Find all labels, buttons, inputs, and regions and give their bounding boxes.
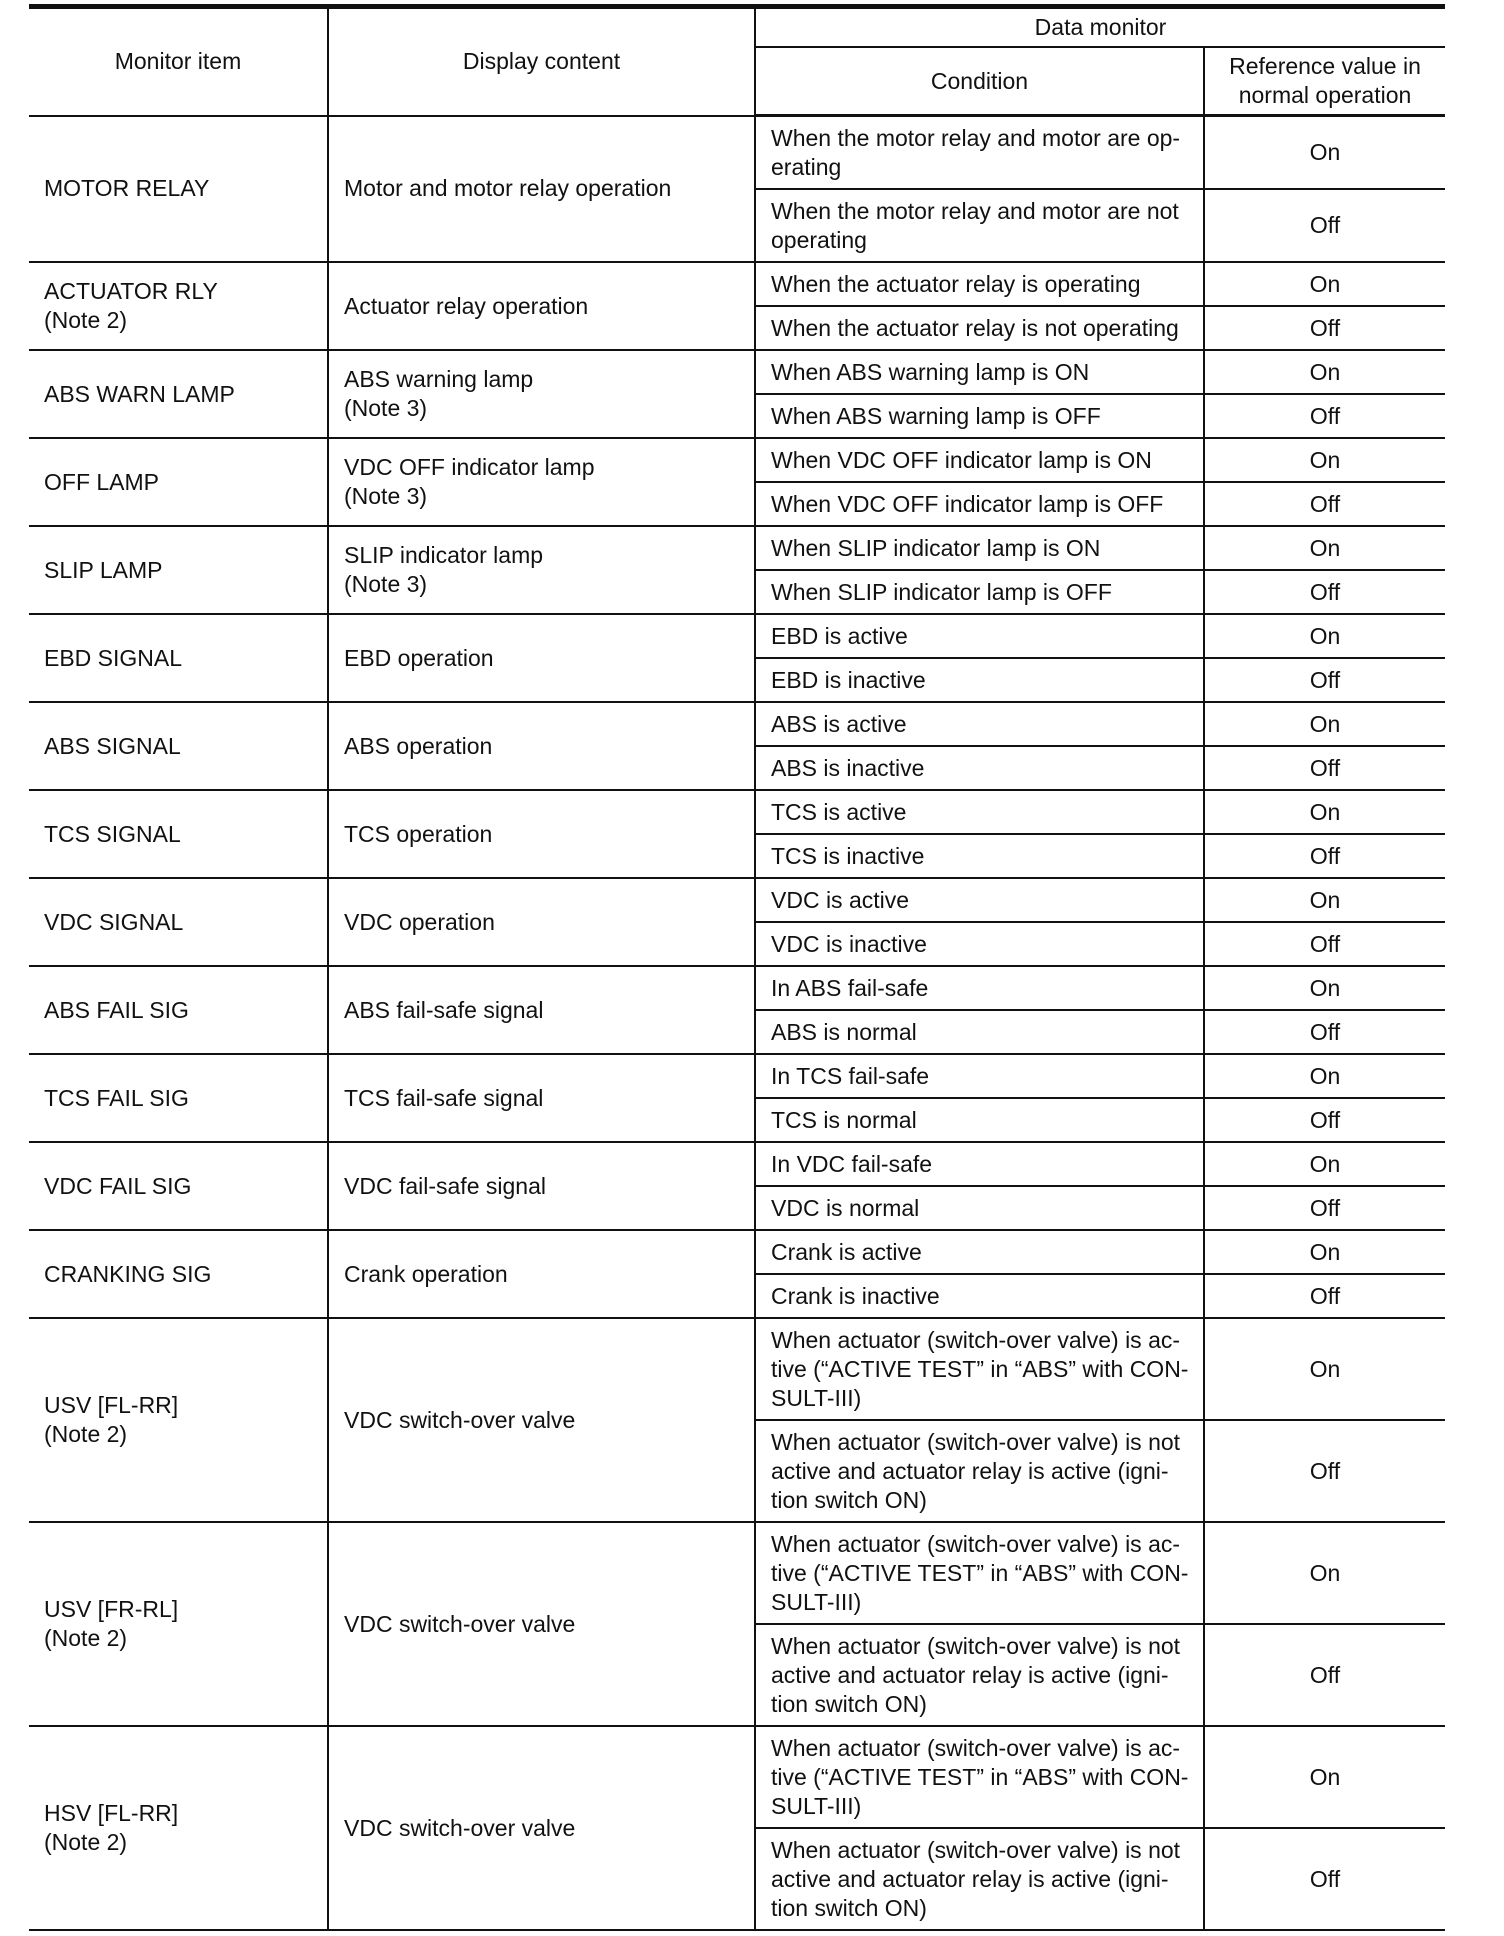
reference-value-cell: On: [1204, 116, 1445, 190]
display-content-cell: VDC operation: [328, 878, 755, 966]
reference-value-cell: Off: [1204, 394, 1445, 438]
reference-value-cell: On: [1204, 966, 1445, 1010]
display-content-cell: VDC switch-over valve: [328, 1522, 755, 1726]
reference-value-cell: On: [1204, 526, 1445, 570]
condition-cell: In VDC fail-safe: [755, 1142, 1204, 1186]
condition-cell: Crank is inactive: [755, 1274, 1204, 1318]
monitor-item-cell: VDC FAIL SIG: [29, 1142, 328, 1230]
table-row: [29, 1522, 1445, 1624]
condition-cell: ABS is inactive: [755, 746, 1204, 790]
condition-cell: When actuator (switch-over valve) is not active and actuator relay is active (igni- tion switch ON): [755, 1828, 1204, 1930]
table-row: [29, 702, 1445, 746]
reference-value-cell: On: [1204, 878, 1445, 922]
reference-value-cell: On: [1204, 1726, 1445, 1828]
monitor-item-cell: TCS SIGNAL: [29, 790, 328, 878]
reference-value-cell: Off: [1204, 1420, 1445, 1522]
display-content-cell: TCS operation: [328, 790, 755, 878]
header-condition: Condition: [755, 47, 1204, 116]
display-content-cell: TCS fail-safe signal: [328, 1054, 755, 1142]
reference-value-cell: On: [1204, 702, 1445, 746]
reference-value-cell: On: [1204, 1054, 1445, 1098]
condition-cell: TCS is inactive: [755, 834, 1204, 878]
table-row: [29, 438, 1445, 482]
condition-cell: When VDC OFF indicator lamp is ON: [755, 438, 1204, 482]
monitor-item-cell: ABS WARN LAMP: [29, 350, 328, 438]
table-row: [29, 116, 1445, 190]
condition-cell: When VDC OFF indicator lamp is OFF: [755, 482, 1204, 526]
reference-value-cell: Off: [1204, 189, 1445, 262]
table-row: [29, 1142, 1445, 1186]
display-content-cell: Motor and motor relay operation: [328, 116, 755, 263]
condition-cell: When SLIP indicator lamp is ON: [755, 526, 1204, 570]
reference-value-cell: Off: [1204, 1624, 1445, 1726]
display-content-cell: ABS warning lamp (Note 3): [328, 350, 755, 438]
condition-cell: In ABS fail-safe: [755, 966, 1204, 1010]
monitor-item-cell: TCS FAIL SIG: [29, 1054, 328, 1142]
reference-value-cell: Off: [1204, 1010, 1445, 1054]
condition-cell: When actuator (switch-over valve) is ac- tive (“ACTIVE TEST” in “ABS” with CON- SULT-III): [755, 1726, 1204, 1828]
table-row: [29, 262, 1445, 306]
monitor-item-cell: USV [FR-RL] (Note 2): [29, 1522, 328, 1726]
reference-value-cell: Off: [1204, 1828, 1445, 1930]
condition-cell: VDC is inactive: [755, 922, 1204, 966]
monitor-item-cell: ACTUATOR RLY (Note 2): [29, 262, 328, 350]
display-content-cell: VDC switch-over valve: [328, 1318, 755, 1522]
reference-value-cell: On: [1204, 1142, 1445, 1186]
condition-cell: In TCS fail-safe: [755, 1054, 1204, 1098]
monitor-item-cell: EBD SIGNAL: [29, 614, 328, 702]
display-content-cell: ABS fail-safe signal: [328, 966, 755, 1054]
condition-cell: When the actuator relay is not operating: [755, 306, 1204, 350]
reference-value-cell: On: [1204, 1318, 1445, 1420]
reference-value-cell: On: [1204, 790, 1445, 834]
condition-cell: VDC is active: [755, 878, 1204, 922]
table-row: [29, 350, 1445, 394]
header-monitor-item: Monitor item: [29, 7, 328, 116]
reference-value-cell: Off: [1204, 306, 1445, 350]
header-reference-value: Reference value in normal operation: [1204, 47, 1445, 116]
reference-value-cell: On: [1204, 350, 1445, 394]
reference-value-cell: Off: [1204, 922, 1445, 966]
condition-cell: When actuator (switch-over valve) is ac- tive (“ACTIVE TEST” in “ABS” with CON- SULT-III): [755, 1318, 1204, 1420]
table-header: [29, 7, 1445, 116]
condition-cell: ABS is normal: [755, 1010, 1204, 1054]
condition-cell: TCS is active: [755, 790, 1204, 834]
monitor-item-cell: MOTOR RELAY: [29, 116, 328, 263]
monitor-item-cell: VDC SIGNAL: [29, 878, 328, 966]
condition-cell: When the motor relay and motor are op- erating: [755, 116, 1204, 190]
header-display-content: Display content: [328, 7, 755, 116]
display-content-cell: ABS operation: [328, 702, 755, 790]
monitor-item-cell: CRANKING SIG: [29, 1230, 328, 1318]
reference-value-cell: Off: [1204, 1186, 1445, 1230]
reference-value-cell: On: [1204, 262, 1445, 306]
table-body: [29, 116, 1445, 1931]
reference-value-cell: On: [1204, 1522, 1445, 1624]
data-monitor-table: [29, 4, 1445, 1931]
monitor-item-cell: ABS SIGNAL: [29, 702, 328, 790]
reference-value-cell: On: [1204, 614, 1445, 658]
display-content-cell: VDC OFF indicator lamp (Note 3): [328, 438, 755, 526]
condition-cell: EBD is inactive: [755, 658, 1204, 702]
data-monitor-table-container: [29, 4, 1445, 1931]
condition-cell: When ABS warning lamp is OFF: [755, 394, 1204, 438]
table-row: [29, 790, 1445, 834]
table-row: [29, 526, 1445, 570]
display-content-cell: Actuator relay operation: [328, 262, 755, 350]
table-row: [29, 878, 1445, 922]
reference-value-cell: Off: [1204, 834, 1445, 878]
condition-cell: ABS is active: [755, 702, 1204, 746]
table-row: [29, 614, 1445, 658]
header-data-monitor: Data monitor: [755, 7, 1445, 48]
header-row-top: [29, 7, 1445, 48]
monitor-item-cell: ABS FAIL SIG: [29, 966, 328, 1054]
monitor-item-cell: OFF LAMP: [29, 438, 328, 526]
condition-cell: EBD is active: [755, 614, 1204, 658]
condition-cell: When ABS warning lamp is ON: [755, 350, 1204, 394]
display-content-cell: EBD operation: [328, 614, 755, 702]
condition-cell: When actuator (switch-over valve) is not active and actuator relay is active (igni- tion switch ON): [755, 1420, 1204, 1522]
table-row: [29, 1726, 1445, 1828]
condition-cell: When the motor relay and motor are not operating: [755, 189, 1204, 262]
display-content-cell: VDC fail-safe signal: [328, 1142, 755, 1230]
reference-value-cell: Off: [1204, 570, 1445, 614]
condition-cell: Crank is active: [755, 1230, 1204, 1274]
condition-cell: VDC is normal: [755, 1186, 1204, 1230]
reference-value-cell: Off: [1204, 658, 1445, 702]
table-row: [29, 966, 1445, 1010]
reference-value-cell: Off: [1204, 746, 1445, 790]
table-row: [29, 1230, 1445, 1274]
condition-cell: When SLIP indicator lamp is OFF: [755, 570, 1204, 614]
reference-value-cell: On: [1204, 1230, 1445, 1274]
table-row: [29, 1318, 1445, 1420]
table-row: [29, 1054, 1445, 1098]
reference-value-cell: Off: [1204, 482, 1445, 526]
condition-cell: TCS is normal: [755, 1098, 1204, 1142]
display-content-cell: SLIP indicator lamp (Note 3): [328, 526, 755, 614]
reference-value-cell: Off: [1204, 1098, 1445, 1142]
monitor-item-cell: SLIP LAMP: [29, 526, 328, 614]
monitor-item-cell: USV [FL-RR] (Note 2): [29, 1318, 328, 1522]
monitor-item-cell: HSV [FL-RR] (Note 2): [29, 1726, 328, 1930]
condition-cell: When the actuator relay is operating: [755, 262, 1204, 306]
condition-cell: When actuator (switch-over valve) is ac- tive (“ACTIVE TEST” in “ABS” with CON- SULT-III): [755, 1522, 1204, 1624]
condition-cell: When actuator (switch-over valve) is not active and actuator relay is active (igni- tion switch ON): [755, 1624, 1204, 1726]
reference-value-cell: Off: [1204, 1274, 1445, 1318]
reference-value-cell: On: [1204, 438, 1445, 482]
display-content-cell: VDC switch-over valve: [328, 1726, 755, 1930]
display-content-cell: Crank operation: [328, 1230, 755, 1318]
